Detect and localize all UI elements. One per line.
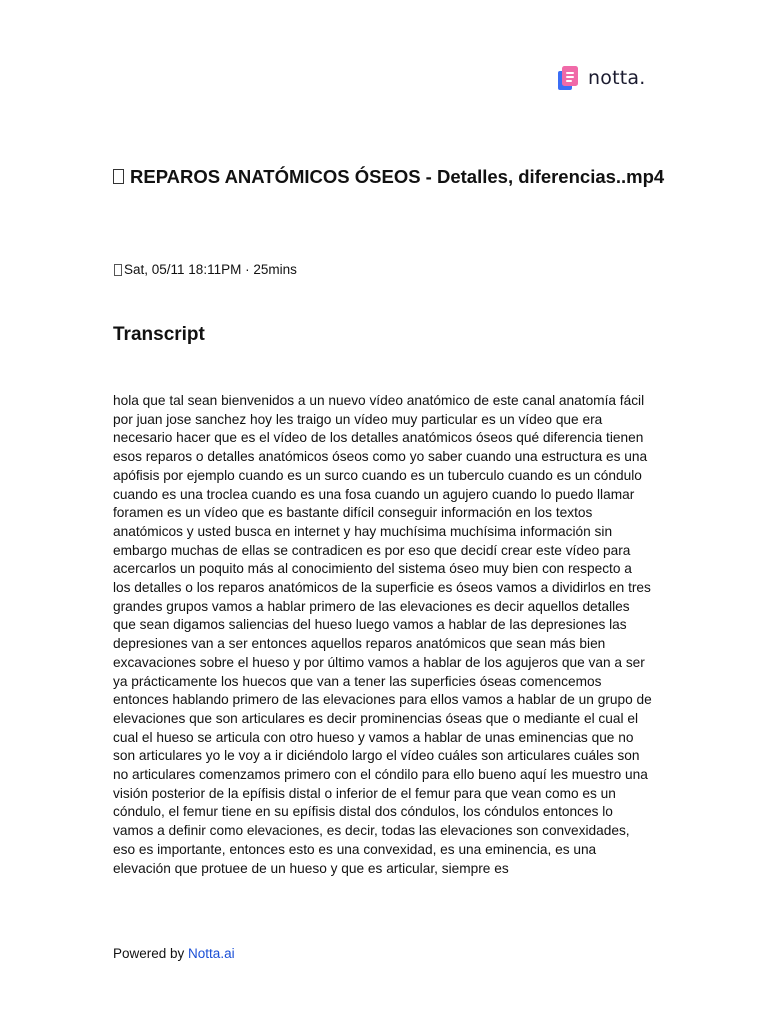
calendar-icon [114, 264, 122, 276]
video-file-icon [113, 169, 124, 184]
powered-by-footer [113, 945, 235, 963]
document-title [113, 164, 673, 190]
document-title-text: REPAROS ANATÓMICOS ÓSEOS - Detalles, diferencias..mp4 [130, 166, 665, 187]
transcript-body: hola que tal sean bienvenidos a un nuevo vídeo anatómico de este canal anatomía fácil por juan jose sanchez hoy les traigo un vídeo muy particular es un vídeo que era necesario hacer que es el vídeo de los detalles anatómicos óseos qué diferencia tienen esos reparos o detalles anatómicos óseos como yo saber cuando una estructura es una apófisis por ejemplo cuando es un surco cuando es un tuberculo cuando es un cóndulo cuando es una troclea cuando es una fosa cuando un agujero cuando lo puedo llamar foramen es un vídeo que es bastante difícil conseguir información en los textos anatómicos y usted busca en internet y hay muchísima muchísima información sin embargo muchas de ellas se contradicen es por eso que decidí crear este vídeo para acercarlos un poquito más al conocimiento del sistema óseo muy bien con respecto a los detalles o los reparos anatómicos de la superficie es óseos vamos a dividirlos en tres grandes grupos vamos a hablar primero de las elevaciones es decir aquellos detalles que sean digamos saliencias del hueso luego vamos a hablar de las depresiones las depresiones van a ser entonces aquellos reparos anatómicos que sean más bien excavaciones sobre el hueso y por último vamos a hablar de los agujeros que van a ser ya prácticamente los huecos que van a tener las superficies óseas comencemos entonces hablando primero de las elevaciones para ellos vamos a hablar de un grupo de elevaciones que son articulares es decir prominencias óseas que o mediante el cual el cual el hueso se articula con otro hueso y vamos a hablar de unas eminencias que no son articulares yo le voy a ir diciéndolo largo el vídeo cuáles son articulares cuáles son no articulares comenzamos primero con el cóndilo para ello bueno aquí les muestro una visión posterior de la epífisis distal o inferior de el femur para que vean como es un cóndulo, el femur tiene en su epífisis distal dos cóndulos, los cóndulos entonces lo vamos a definir como elevaciones, es decir, todas las elevaciones son convexidades, eso es importante, entonces esto es una convexidad, es una eminencia, es una elevación que protuee de un hueso y que es articular, siempre es [113, 393, 652, 876]
notta-logo-icon [556, 64, 582, 92]
powered-by-label: Powered by [113, 946, 189, 961]
recording-meta-text: Sat, 05/11 18:11PM · 25mins [124, 262, 297, 277]
logo-text: notta. [588, 67, 646, 89]
notta-link[interactable]: Notta.ai [188, 946, 235, 961]
section-title-transcript: Transcript [113, 324, 205, 345]
recording-meta [114, 261, 297, 279]
notta-logo [556, 64, 645, 92]
